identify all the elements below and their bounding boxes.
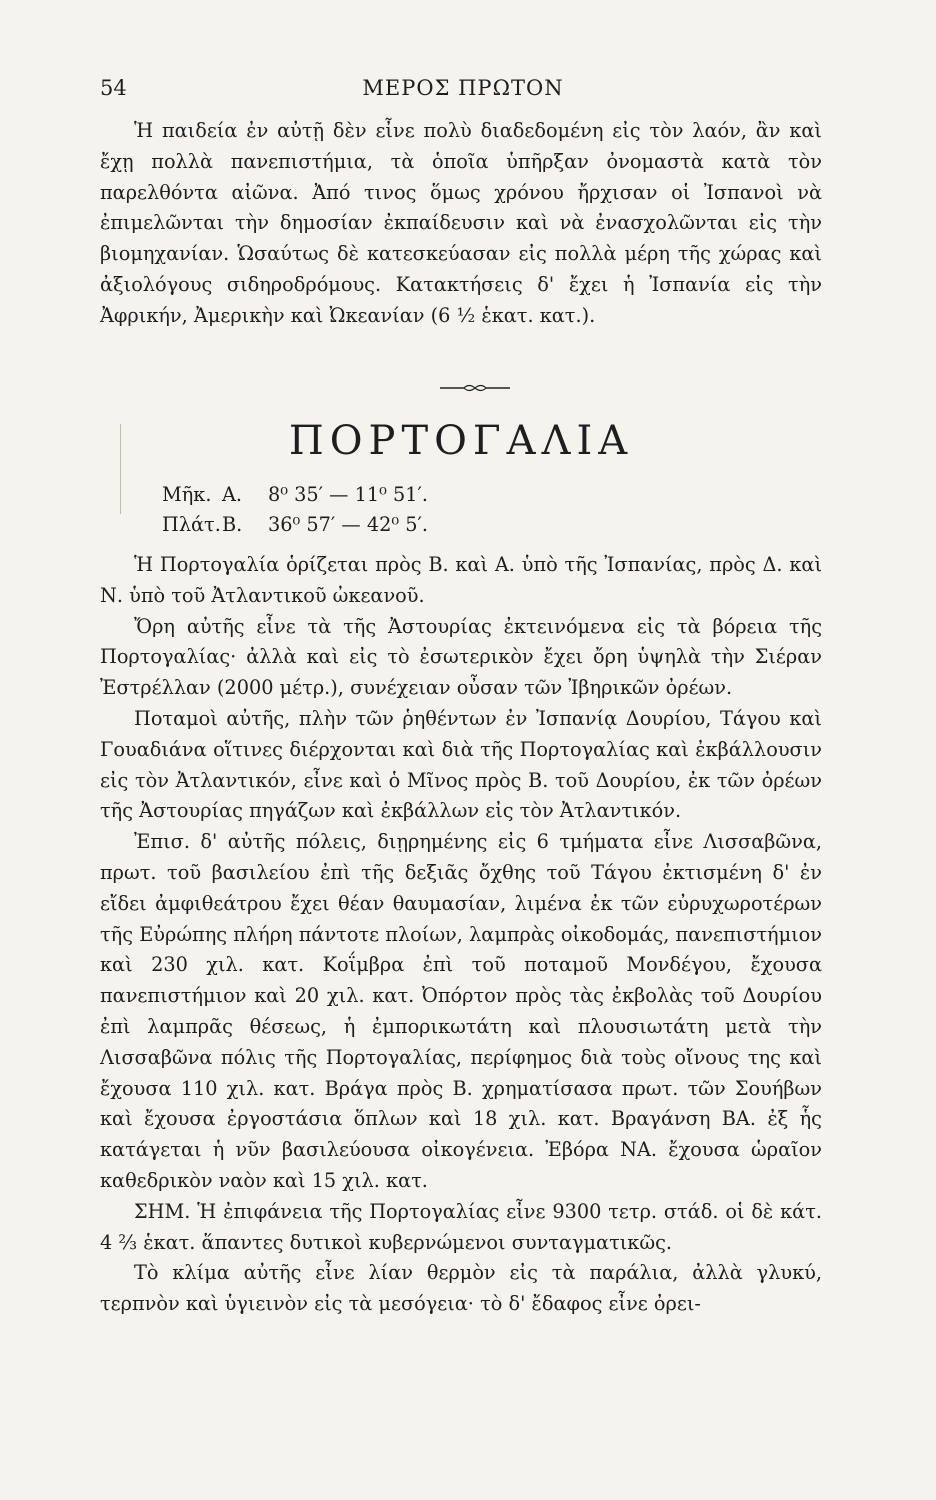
main-text [100,550,822,1320]
running-title: ΜΕΡΟΣ ΠΡΩΤΟΝ [362,76,564,100]
borders-paragraph: Ἡ Πορτογαλία ὁρίζεται πρὸς Β. καὶ Α. ὑπὸ τῆς Ἰσπανίας, πρὸς Δ. καὶ Ν. ὑπὸ τοῦ Ἀτλαντικοῦ ὠκεανοῦ. [100,553,822,607]
intro-paragraph: Ἡ παιδεία ἐν αὐτῇ δὲν εἶνε πολὺ διαδεδομένη εἰς τὸν λαόν, ἂν καὶ ἔχῃ πολλὰ πανεπιστήμια, τὰ ὁποῖα ὑπῆρξαν ὀνομαστὰ κατὰ τὸν παρελθόντα αἰῶνα. Ἀπό τινος ὅμως χρόνου ἤρχισαν οἱ Ἰσπανοὶ νὰ ἐπιμελῶνται τὴν δημοσίαν ἐκπαίδευσιν καὶ νὰ ἐνασχολῶνται εἰς τὴν βιομηχανίαν. Ὡσαύτως δὲ κατεσκεύασαν εἰς πολλὰ μέρη τῆς χώρας καὶ ἀξιολόγους σιδηροδρόμους. Κατακτήσεις δ' ἔχει ἡ Ἰσπανία εἰς τὴν Ἀφρικήν, Ἀμερικὴν καὶ Ὠκεανίαν (6 ½ ἑκατ. κατ.). [100,119,822,327]
cities-paragraph: Ἐπισ. δ' αὐτῆς πόλεις, διῃρημένης εἰς 6 τμήματα εἶνε Λισσαβῶνα, πρωτ. τοῦ βασιλείου ἐπὶ τῆς δεξιᾶς ὄχθης τοῦ Τάγου ἐκτισμένη δ' ἐν εἴδει ἀμφιθεάτρου ἔχει θέαν θαυμασίαν, λιμένα ἐκ τῶν εὐρυχωροτέρων τῆς Εὐρώπης πλήρη πάντοτε πλοίων, λαμπρὰς οἰκοδομάς, πανεπιστήμιον καὶ 230 χιλ. κατ. Κοΐμβρα ἐπὶ τοῦ ποταμοῦ Μονδέγου, ἔχουσα πανεπιστήμιον καὶ 20 χιλ. κατ. Ὀπόρτον πρὸς τὰς ἐκβολὰς τοῦ Δουρίου ἐπὶ λαμπρᾶς θέσεως, ἡ ἐμπορικωτάτη καὶ πλουσιωτάτη μετὰ τὴν Λισσαβῶνα πόλις τῆς Πορτογαλίας, περίφημος διὰ τοὺς οἴνους της καὶ ἔχουσα 110 χιλ. κατ. Βράγα πρὸς Β. χρηματίσασα πρωτ. τῶν Σουήβων καὶ ἔχουσα ἐργοστάσια ὅπλων καὶ 18 χιλ. κατ. Βραγάνση ΒΑ. ἐξ ἧς κατάγεται ἡ νῦν βασιλεύουσα οἰκογένεια. Ἐβόρα ΝΑ. ἔχουσα ὡραῖον καθεδρικὸν ναὸν καὶ 15 χιλ. κατ. [100,830,822,1192]
intro-section [100,116,822,332]
longitude-row [162,480,428,510]
rivers-paragraph: Ποταμοὶ αὐτῆς, πλὴν τῶν ῥηθέντων ἐν Ἰσπανίᾳ Δουρίου, Τάγου καὶ Γουαδιάνα οἵτινες διέρχονται καὶ διὰ τῆς Πορτογαλίας καὶ ἐκβάλλουσιν εἰς τὸν Ἀτλαντικόν, εἶνε καὶ ὁ Μῖνος πρὸς Β. τοῦ Δουρίου, ἐκ τῶν ὀρέων τῆς Ἀστουρίας πηγάζων καὶ ἐκβάλλων εἰς τὸν Ἀτλαντικόν. [100,706,822,823]
ornamental-divider [440,382,510,394]
note-paragraph: ΣΗΜ. Ἡ ἐπιφάνεια τῆς Πορτογαλίας εἶνε 9300 τετρ. στάδ. οἱ δὲ κάτ. 4 ⅔ ἑκατ. ἅπαντες δυτικοὶ κυβερνώμενοι συνταγματικῶς. [100,1199,822,1254]
coord-direction: Α. [222,483,243,506]
latitude-row [162,510,428,540]
coord-direction: Β. [222,513,243,536]
chapter-title: ΠΟΡΤΟΓΑΛΙΑ [288,418,634,464]
coordinates-block [162,480,428,540]
page-number: 54 [100,76,127,100]
mountains-paragraph: Ὄρη αὐτῆς εἶνε τὰ τῆς Ἀστουρίας ἐκτεινόμενα εἰς τὰ βόρεια τῆς Πορτογαλίας· ἀλλὰ καὶ εἰς τὸ ἐσωτερικὸν ἔχει ὄρη ὑψηλὰ τὴν Σιέραν Ἐστρέλλαν (2000 μέτρ.), συνέχειαν οὖσαν τῶν Ἰβηρικῶν ὀρέων. [100,614,822,700]
coord-label: Μῆκ. [162,483,212,506]
climate-paragraph: Τὸ κλίμα αὐτῆς εἶνε λίαν θερμὸν εἰς τὰ παράλια, ἀλλὰ γλυκύ, τερπνὸν καὶ ὑγιεινὸν εἰς τὰ μεσόγεια· τὸ δ' ἔδαφος εἶνε ὀρει- [100,1261,822,1316]
running-header [100,76,826,110]
coord-range: 8⁰ 35′ — 11⁰ 51′. [268,483,429,506]
coord-range: 36⁰ 57′ — 42⁰ 5′. [268,513,429,536]
coord-label: Πλάτ. [162,513,221,536]
